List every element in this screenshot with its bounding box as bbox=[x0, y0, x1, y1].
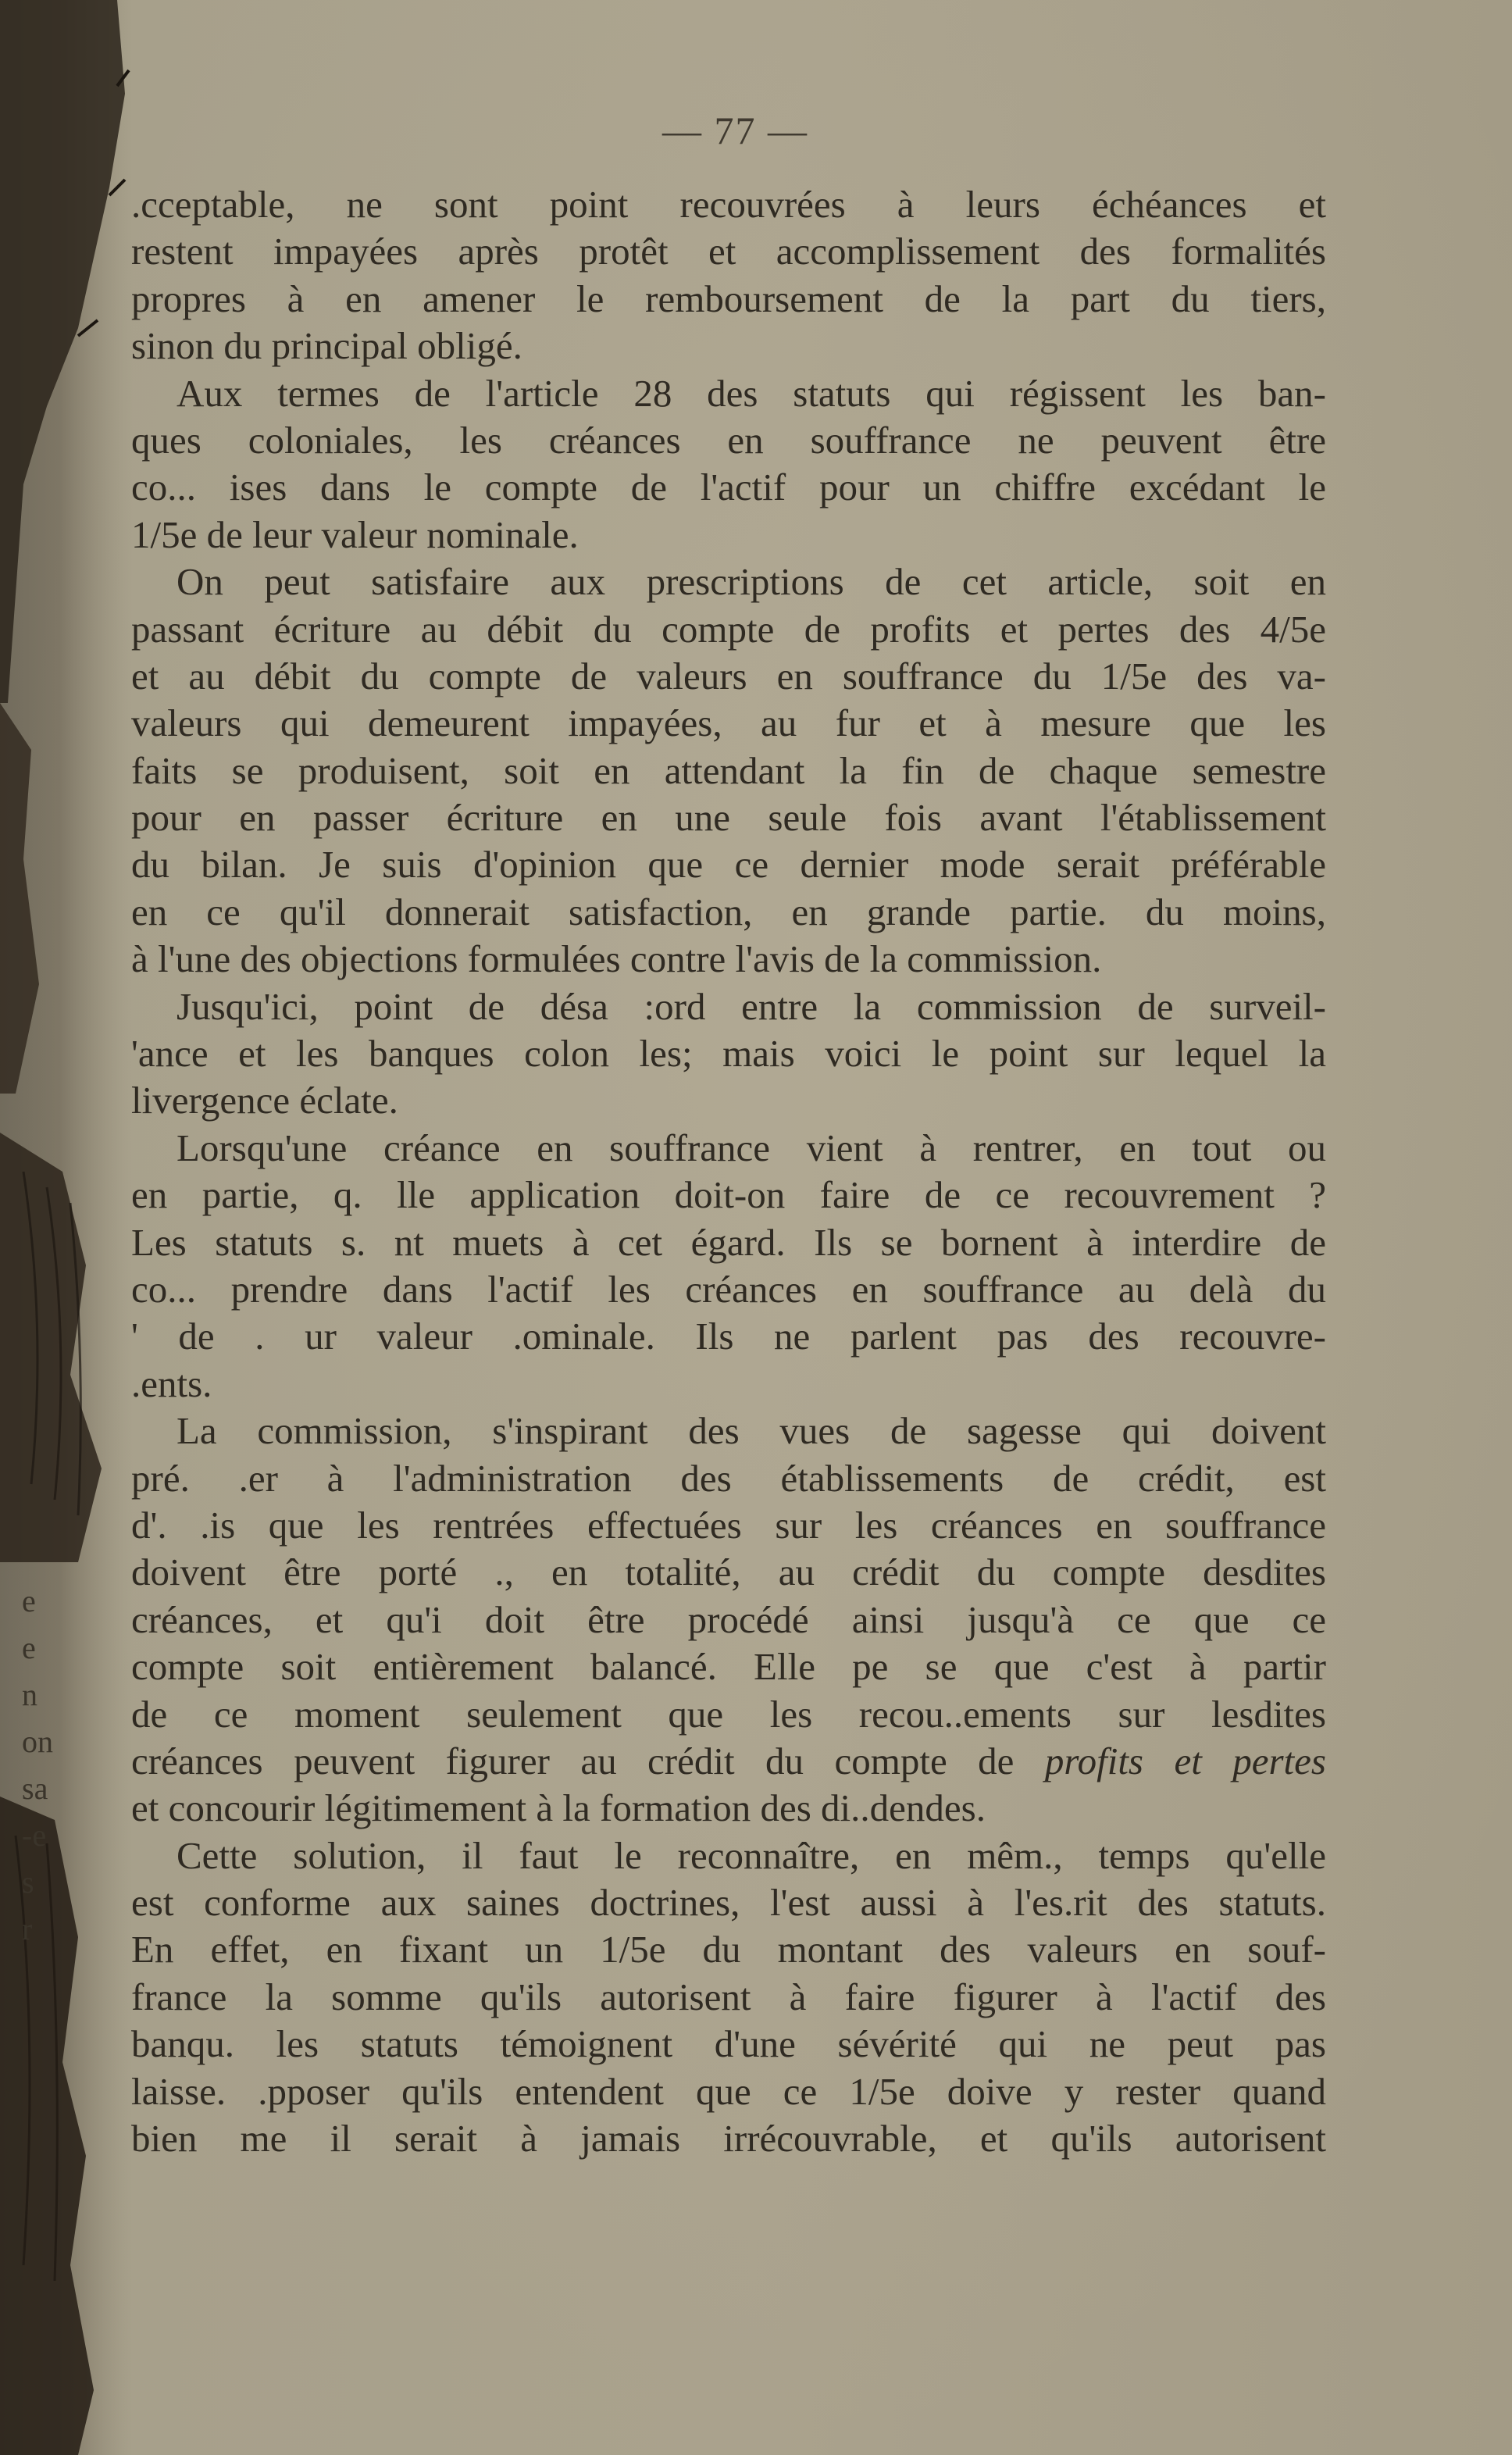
text-line bbox=[131, 606, 1326, 653]
text-line-content: Les statuts s. nt muets à cet égard. Ils se bornent à interdire de bbox=[131, 1220, 1326, 1264]
margin-fragment: -e bbox=[22, 1818, 47, 1853]
text-line-content: sinon du principal obligé. bbox=[131, 324, 522, 368]
text-line-content: compte soit entièrement balancé. Elle pe se que c'est à partir bbox=[131, 1645, 1326, 1689]
text-line-content: d'. .is que les rentrées effectuées sur les créances en souffrance bbox=[131, 1503, 1326, 1547]
text-line bbox=[131, 936, 1326, 983]
text-line bbox=[131, 700, 1326, 747]
text-line-content: banqu. les statuts témoignent d'une sévérité qui ne peut pas bbox=[131, 2022, 1326, 2066]
text-line-content: et au débit du compte de valeurs en souffrance du 1/5e des va- bbox=[131, 654, 1326, 698]
text-line bbox=[131, 1030, 1326, 1077]
text-line-content: ques coloniales, les créances en souffrance ne peuvent être bbox=[131, 418, 1326, 462]
text-line bbox=[131, 1266, 1326, 1313]
text-line-content: restent impayées après protêt et accomplissement des formalités bbox=[131, 230, 1326, 273]
text-line bbox=[131, 1643, 1326, 1690]
text-line bbox=[131, 1502, 1326, 1549]
text-line-content: propres à en amener le remboursement de la part du tiers, bbox=[131, 277, 1326, 320]
margin-fragment: sa bbox=[22, 1771, 48, 1806]
text-line bbox=[131, 841, 1326, 888]
text-line-content: en partie, q. lle application doit-on faire de ce recouvrement ? bbox=[131, 1173, 1326, 1217]
text-line-content: .ents. bbox=[131, 1361, 212, 1405]
text-line-content: créances, et qu'i doit être procédé ainsi jusqu'à ce que ce bbox=[131, 1597, 1326, 1641]
body-text bbox=[131, 181, 1326, 2162]
text-line bbox=[131, 2021, 1326, 2068]
text-line bbox=[131, 748, 1326, 794]
text-line-content: de ce moment seulement que les recou..ements sur lesdites bbox=[131, 1692, 1326, 1736]
text-line-content: est conforme aux saines doctrines, l'est aussi à l'es.rit des statuts. bbox=[131, 1881, 1326, 1925]
text-line bbox=[131, 794, 1326, 841]
text-line bbox=[131, 1313, 1326, 1360]
text-line-content: livergence éclate. bbox=[131, 1079, 398, 1122]
text-line-content: passant écriture au débit du compte de profits et pertes des 4/5e bbox=[131, 607, 1326, 651]
text-line-content: à l'une des objections formulées contre l'avis de la commission. bbox=[131, 937, 1102, 981]
text-line bbox=[131, 889, 1326, 936]
text-line-content: En effet, en fixant un 1/5e du montant des valeurs en souf- bbox=[131, 1928, 1326, 1971]
text-line bbox=[131, 1926, 1326, 1973]
text-line bbox=[131, 512, 1326, 558]
margin-fragment: e bbox=[22, 1583, 36, 1618]
text-line-content: Lorsqu'une créance en souffrance vient à rentrer, en tout ou bbox=[177, 1126, 1326, 1169]
margin-fragment: r bbox=[22, 1911, 33, 1947]
text-line bbox=[131, 2068, 1326, 2115]
text-line-content: Aux termes de l'article 28 des statuts qui régissent les ban- bbox=[177, 371, 1326, 415]
text-line bbox=[131, 1691, 1326, 1738]
text-line-content: On peut satisfaire aux prescriptions de cet article, soit en bbox=[177, 560, 1326, 604]
text-line bbox=[131, 2115, 1326, 2162]
text-line bbox=[131, 1077, 1326, 1124]
torn-binding-edge bbox=[0, 0, 133, 2455]
margin-fragment: e bbox=[22, 1630, 36, 1665]
text-line bbox=[131, 558, 1326, 605]
text-line bbox=[131, 1172, 1326, 1219]
text-line bbox=[131, 1408, 1326, 1454]
text-line-content: et concourir légitimement à la formation des di..dendes. bbox=[131, 1786, 986, 1830]
text-line-content: faits se produisent, soit en attendant la fin de chaque semestre bbox=[131, 748, 1326, 792]
text-line-content: Jusqu'ici, point de désa :ord entre la commission de surveil- bbox=[177, 984, 1326, 1028]
text-line-content: La commission, s'inspirant des vues de sagesse qui doivent bbox=[177, 1409, 1326, 1453]
text-line-content: co... ises dans le compte de l'actif pour un chiffre excédant le bbox=[131, 466, 1326, 509]
text-line bbox=[131, 323, 1326, 369]
text-line bbox=[131, 983, 1326, 1030]
text-line-content: 'ance et les banques colon les; mais voici le point sur lequel la bbox=[131, 1032, 1326, 1076]
text-line-content: pré. .er à l'administration des établissements de crédit, est bbox=[131, 1456, 1326, 1500]
italic-phrase: profits et pertes bbox=[1044, 1739, 1326, 1782]
text-line-content: 1/5e de leur valeur nominale. bbox=[131, 512, 579, 556]
text-line-content: co... prendre dans l'actif les créances en souffrance au delà du bbox=[131, 1267, 1326, 1311]
text-line bbox=[131, 464, 1326, 511]
margin-fragment: s bbox=[22, 1864, 34, 1900]
page-number: — 77 — bbox=[662, 109, 808, 152]
margin-fragment: n bbox=[22, 1677, 37, 1712]
text-line bbox=[131, 1219, 1326, 1266]
text-line bbox=[131, 181, 1326, 228]
text-line bbox=[131, 653, 1326, 700]
margin-letter-fragments bbox=[22, 1578, 77, 1953]
text-line bbox=[131, 1597, 1326, 1643]
text-line-content: pour en passer écriture en une seule fois avant l'établissement bbox=[131, 796, 1326, 840]
text-line bbox=[131, 1785, 1326, 1832]
text-line-content: laisse. .pposer qu'ils entendent que ce 1/5e doive y rester quand bbox=[131, 2069, 1326, 2113]
text-line bbox=[131, 276, 1326, 323]
margin-fragment: on bbox=[22, 1724, 53, 1759]
text-line bbox=[131, 1125, 1326, 1172]
text-line bbox=[131, 1879, 1326, 1926]
text-line bbox=[131, 1738, 1326, 1785]
text-line bbox=[131, 1361, 1326, 1408]
text-line bbox=[131, 417, 1326, 464]
text-line-content: valeurs qui demeurent impayées, au fur et à mesure que les bbox=[131, 701, 1326, 745]
text-line bbox=[131, 1455, 1326, 1502]
text-line-content: Cette solution, il faut le reconnaître, en mêm., temps qu'elle bbox=[177, 1833, 1326, 1877]
text-line-content: france la somme qu'ils autorisent à faire figurer à l'actif des bbox=[131, 1975, 1326, 2018]
text-line-content: créances peuvent figurer au crédit du compte de bbox=[131, 1739, 1045, 1782]
text-line bbox=[131, 1549, 1326, 1596]
text-line bbox=[131, 228, 1326, 275]
text-line bbox=[131, 1974, 1326, 2021]
text-line-content: bien me il serait à jamais irrécouvrable, et qu'ils autorisent bbox=[131, 2117, 1326, 2161]
text-line-content: .cceptable, ne sont point recouvrées à leurs échéances et bbox=[131, 183, 1326, 226]
text-line bbox=[131, 370, 1326, 417]
text-line bbox=[131, 1832, 1326, 1879]
text-line-content: en ce qu'il donnerait satisfaction, en grande partie. du moins, bbox=[131, 890, 1326, 933]
text-line-content: doivent être porté ., en totalité, au crédit du compte desdites bbox=[131, 1550, 1326, 1594]
text-line-content: ' de . ur valeur .ominale. Ils ne parlent pas des recouvre- bbox=[131, 1315, 1326, 1358]
text-line-content: du bilan. Je suis d'opinion que ce dernier mode serait préférable bbox=[131, 843, 1326, 887]
